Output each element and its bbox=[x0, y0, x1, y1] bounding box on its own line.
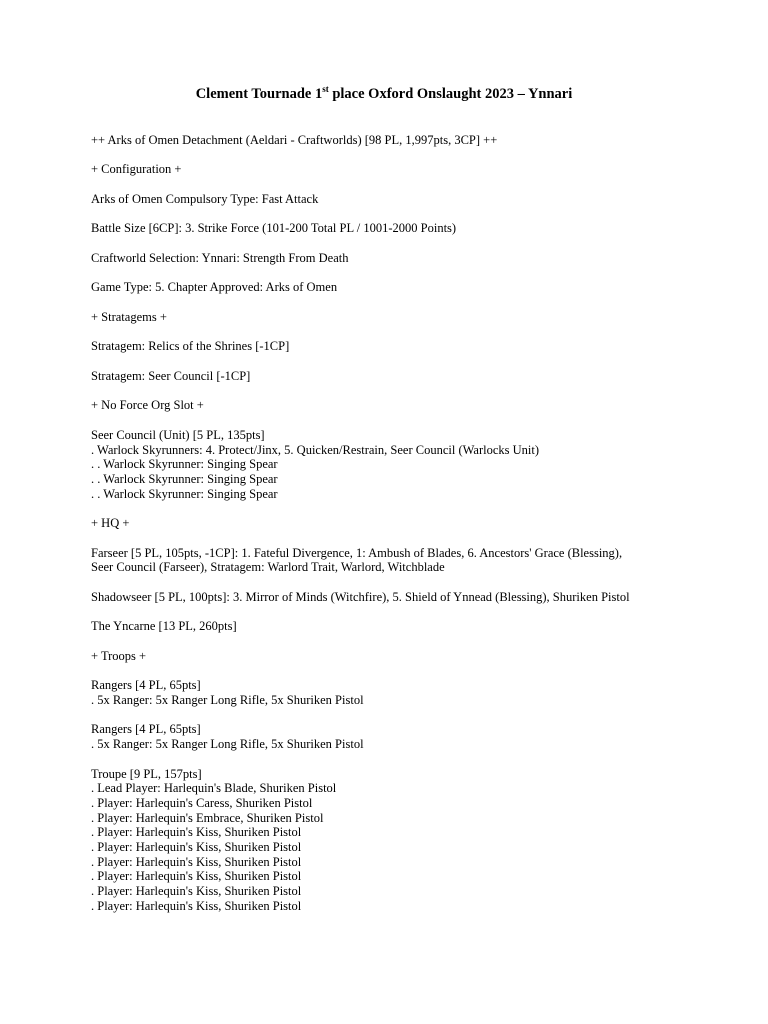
text-line: . Player: Harlequin's Kiss, Shuriken Pistol bbox=[91, 869, 302, 884]
text-line: Seer Council (Farseer), Stratagem: Warlord Trait, Warlord, Witchblade bbox=[91, 560, 445, 575]
text-line: ++ Arks of Omen Detachment (Aeldari - Craftworlds) [98 PL, 1,997pts, 3CP] ++ bbox=[91, 133, 498, 147]
text-line: Shadowseer [5 PL, 100pts]: 3. Mirror of Minds (Witchfire), 5. Shield of Ynnead (Blessing), Shuriken Pistol bbox=[91, 589, 630, 604]
title-suffix: place Oxford Onslaught 2023 – Ynnari bbox=[328, 86, 573, 102]
paragraph-spacer bbox=[91, 413, 711, 428]
text-line: . Player: Harlequin's Kiss, Shuriken Pistol bbox=[91, 884, 302, 899]
paragraph-spacer bbox=[91, 148, 711, 163]
paragraph-spacer bbox=[91, 604, 711, 619]
text-line: Farseer [5 PL, 105pts, -1CP]: 1. Fateful Divergence, 1: Ambush of Blades, 6. Ancestors' Grace (Blessing), bbox=[91, 545, 623, 560]
title-superscript: st bbox=[322, 84, 329, 95]
paragraph-spacer bbox=[91, 531, 711, 546]
paragraph-spacer bbox=[91, 177, 711, 192]
text-line: Arks of Omen Compulsory Type: Fast Attack bbox=[91, 191, 319, 206]
paragraph bbox=[91, 133, 711, 148]
text-line: . . Warlock Skyrunner: Singing Spear bbox=[91, 471, 278, 486]
text-line: Craftworld Selection: Ynnari: Strength From Death bbox=[91, 250, 349, 265]
text-line: . 5x Ranger: 5x Ranger Long Rifle, 5x Shuriken Pistol bbox=[91, 692, 364, 707]
text-line: . Lead Player: Harlequin's Blade, Shuriken Pistol bbox=[91, 781, 337, 796]
paragraph bbox=[91, 428, 711, 501]
paragraph bbox=[91, 678, 711, 707]
text-line: + No Force Org Slot + bbox=[91, 398, 204, 413]
paragraph bbox=[91, 221, 711, 236]
paragraph bbox=[91, 722, 711, 751]
paragraph-spacer bbox=[91, 575, 711, 590]
paragraph bbox=[91, 619, 711, 634]
text-line: Rangers [4 PL, 65pts] bbox=[91, 722, 201, 737]
paragraph-spacer bbox=[91, 236, 711, 251]
paragraph-spacer bbox=[91, 634, 711, 649]
paragraph bbox=[91, 767, 711, 914]
paragraph bbox=[91, 398, 711, 413]
text-line: . Player: Harlequin's Kiss, Shuriken Pistol bbox=[91, 825, 302, 840]
text-line: . Player: Harlequin's Caress, Shuriken Pistol bbox=[91, 795, 313, 810]
text-line: Battle Size [6CP]: 3. Strike Force (101-200 Total PL / 1001-2000 Points) bbox=[91, 221, 457, 236]
army-list-body bbox=[91, 133, 711, 913]
text-line: . . Warlock Skyrunner: Singing Spear bbox=[91, 486, 278, 501]
paragraph bbox=[91, 162, 711, 177]
text-line: . Player: Harlequin's Kiss, Shuriken Pistol bbox=[91, 898, 302, 913]
text-line: . Player: Harlequin's Embrace, Shuriken Pistol bbox=[91, 810, 324, 825]
page-title bbox=[0, 84, 768, 104]
text-line: . Player: Harlequin's Kiss, Shuriken Pistol bbox=[91, 839, 302, 854]
text-line: + Configuration + bbox=[91, 162, 182, 177]
paragraph-spacer bbox=[91, 501, 711, 516]
title-prefix: Clement Tournade 1 bbox=[195, 86, 323, 102]
paragraph-spacer bbox=[91, 752, 711, 767]
paragraph bbox=[91, 310, 711, 325]
paragraph bbox=[91, 546, 711, 575]
paragraph bbox=[91, 649, 711, 664]
paragraph-spacer bbox=[91, 295, 711, 310]
paragraph bbox=[91, 339, 711, 354]
paragraph bbox=[91, 369, 711, 384]
paragraph bbox=[91, 251, 711, 266]
text-line: . 5x Ranger: 5x Ranger Long Rifle, 5x Shuriken Pistol bbox=[91, 737, 364, 752]
paragraph-spacer bbox=[91, 708, 711, 723]
text-line: . Player: Harlequin's Kiss, Shuriken Pistol bbox=[91, 854, 302, 869]
text-line: The Yncarne [13 PL, 260pts] bbox=[91, 619, 237, 634]
text-line: . Warlock Skyrunners: 4. Protect/Jinx, 5. Quicken/Restrain, Seer Council (Warlocks Unit) bbox=[91, 442, 540, 457]
text-line: Seer Council (Unit) [5 PL, 135pts] bbox=[91, 427, 265, 442]
paragraph-spacer bbox=[91, 266, 711, 281]
text-line: + HQ + bbox=[91, 516, 130, 531]
paragraph-spacer bbox=[91, 207, 711, 222]
text-line: Stratagem: Relics of the Shrines [-1CP] bbox=[91, 339, 290, 354]
text-line: Game Type: 5. Chapter Approved: Arks of Omen bbox=[91, 280, 338, 295]
paragraph-spacer bbox=[91, 663, 711, 678]
paragraph-spacer bbox=[91, 354, 711, 369]
paragraph bbox=[91, 516, 711, 531]
paragraph bbox=[91, 590, 711, 605]
text-line: Rangers [4 PL, 65pts] bbox=[91, 678, 201, 693]
text-line: + Stratagems + bbox=[91, 309, 167, 324]
text-line: Troupe [9 PL, 157pts] bbox=[91, 766, 202, 781]
text-line: . . Warlock Skyrunner: Singing Spear bbox=[91, 457, 278, 472]
paragraph-spacer bbox=[91, 384, 711, 399]
paragraph bbox=[91, 192, 711, 207]
text-line: Stratagem: Seer Council [-1CP] bbox=[91, 368, 251, 383]
paragraph bbox=[91, 280, 711, 295]
text-line: + Troops + bbox=[91, 648, 147, 663]
paragraph-spacer bbox=[91, 325, 711, 340]
